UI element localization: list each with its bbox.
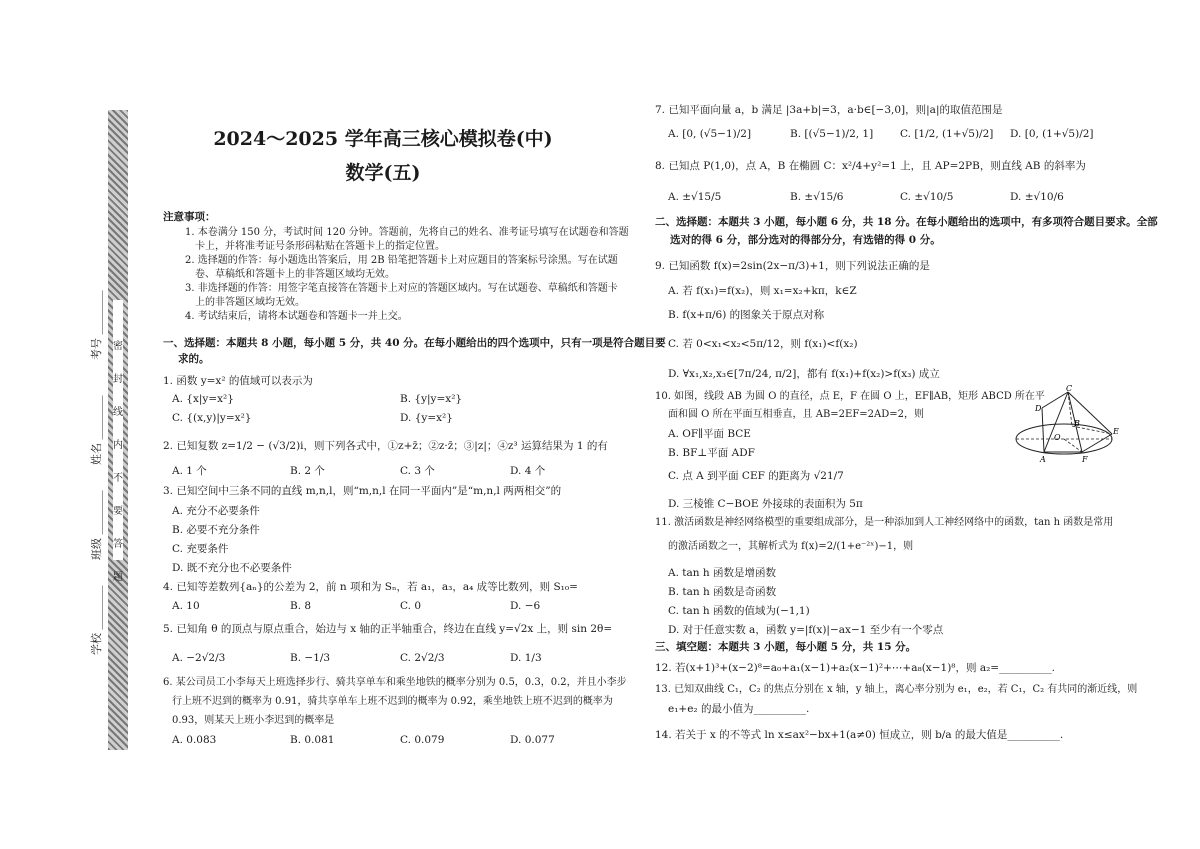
section3-heading: 三、填空题：本题共 3 小题，每小题 5 分，共 15 分。 bbox=[655, 641, 917, 653]
exam-title: 2024～2025 学年高三核心模拟卷(中) bbox=[213, 128, 553, 150]
q6-stem-1: 6. 某公司员工小李每天上班选择步行、骑共享单车和乘坐地铁的概率分别为 0.5，0.3，0.2，并且小李步 bbox=[163, 677, 627, 688]
q4-option-a: A. 10 bbox=[172, 600, 200, 612]
q1-option-a: A. {x|y=x²} bbox=[172, 393, 234, 405]
q9-option-b: B. f(x+π/6) 的图象关于原点对称 bbox=[668, 309, 825, 321]
name-label: 姓名 ________ bbox=[90, 395, 103, 465]
q10-stem-1: 10. 如图，线段 AB 为圆 O 的直径，点 E，F 在圆 O 上，EF∥AB，矩形 ABCD 所在平 bbox=[655, 391, 1045, 402]
q11-option-d: D. 对于任意实数 a，函数 y=|f(x)|−ax−1 至少有一个零点 bbox=[668, 624, 944, 636]
q11-option-a: A. tan h 函数是增函数 bbox=[668, 567, 776, 579]
notice-line: 2. 选择题的作答：每小题选出答案后，用 2B 铅笔把答题卡上对应题目的答案标号涂黑。写在试题 bbox=[185, 255, 618, 266]
fig-label-a: A bbox=[1040, 455, 1046, 464]
exam-number-label: 考号 ________ bbox=[90, 290, 103, 360]
q7-stem: 7. 已知平面向量 a，b 满足 |3a+b|=3，a·b∈[−3,0]，则|a|的取值范围是 bbox=[655, 104, 1003, 116]
q9-stem: 9. 已知函数 f(x)=2sin(2x−π/3)+1，则下列说法正确的是 bbox=[655, 260, 930, 272]
fig-label-b: B bbox=[1074, 419, 1080, 428]
q13-stem-2: e₁+e₂ 的最小值为__________. bbox=[668, 703, 810, 715]
q4-option-c: C. 0 bbox=[400, 600, 422, 612]
q5-option-c: C. 2√2/3 bbox=[400, 652, 445, 664]
notice-heading: 注意事项： bbox=[163, 211, 216, 223]
q8-option-d: D. ±√10/6 bbox=[1010, 191, 1064, 203]
notice-line: 卡上，并将准考证号条形码粘贴在答题卡上的指定位置。 bbox=[195, 241, 445, 252]
school-label: 学校 ________ bbox=[90, 585, 103, 655]
q4-option-d: D. −6 bbox=[510, 600, 541, 612]
section1-heading-cont: 求的。 bbox=[178, 353, 210, 365]
q6-option-b: B. 0.081 bbox=[290, 734, 335, 746]
fig-label-e: E bbox=[1113, 427, 1119, 436]
q11-stem-2: 的激活函数之一，其解析式为 f(x)=2/(1+e⁻²ˣ)−1，则 bbox=[668, 541, 914, 552]
q7-option-b: B. [(√5−1)/2, 1] bbox=[790, 128, 874, 140]
subject-title: 数学(五) bbox=[345, 162, 421, 184]
q12-stem: 12. 若(x+1)³+(x−2)⁸=a₀+a₁(x−1)+a₂(x−1)²+⋯+a₈(x−1)⁸，则 a₂=__________. bbox=[655, 662, 1055, 674]
notice-line: 3. 非选择题的作答：用签字笔直接答在答题卡上对应的答题区域内。写在试题卷、草稿纸和答题卡 bbox=[185, 283, 618, 294]
q9-option-d: D. ∀x₁,x₂,x₃∈[7π/24, π/2]，都有 f(x₁)+f(x₂)>f(x₃) 成立 bbox=[668, 368, 940, 380]
q6-option-c: C. 0.079 bbox=[400, 734, 445, 746]
q6-option-d: D. 0.077 bbox=[510, 734, 555, 746]
q8-option-c: C. ±√10/5 bbox=[900, 191, 954, 203]
fig-label-o: O bbox=[1054, 433, 1061, 442]
q1-option-b: B. {y|y=x²} bbox=[400, 393, 463, 405]
q8-stem: 8. 已知点 P(1,0)，点 A，B 在椭圆 C：x²/4+y²=1 上，且 AP=2PB，则直线 AB 的斜率为 bbox=[655, 160, 1086, 172]
q7-option-d: D. [0, (1+√5)/2] bbox=[1010, 128, 1094, 140]
q4-stem: 4. 已知等差数列{aₙ}的公差为 2，前 n 项和为 Sₙ，若 a₁，a₃，a₄ 成等比数列，则 S₁₀= bbox=[163, 581, 578, 593]
q10-option-a: A. OF∥平面 BCE bbox=[668, 428, 751, 440]
q2-option-a: A. 1 个 bbox=[172, 465, 207, 477]
q3-option-a: A. 充分不必要条件 bbox=[172, 505, 260, 517]
fig-label-f: F bbox=[1082, 455, 1088, 464]
q5-option-d: D. 1/3 bbox=[510, 652, 542, 664]
fig-label-c: C bbox=[1066, 384, 1073, 393]
q10-option-d: D. 三棱锥 C−BOE 外接球的表面积为 5π bbox=[668, 498, 863, 510]
q14-stem: 14. 若关于 x 的不等式 ln x≤ax²−bx+1(a≠0) 恒成立，则 b/a 的最大值是__________. bbox=[655, 729, 1064, 741]
q5-option-b: B. −1/3 bbox=[290, 652, 331, 664]
seal-line-text: 密 封 线 内 不 要 答 题 bbox=[113, 341, 123, 583]
notice-line: 上的非答题区域均无效。 bbox=[195, 297, 305, 308]
q10-option-c: C. 点 A 到平面 CEF 的距离为 √21/7 bbox=[668, 470, 844, 482]
q1-option-c: C. {(x,y)|y=x²} bbox=[172, 412, 252, 424]
notice-line: 卷、草稿纸和答题卡上的非答题区域均无效。 bbox=[195, 269, 395, 280]
q4-option-b: B. 8 bbox=[290, 600, 312, 612]
section2-heading: 二、选择题：本题共 3 小题，每小题 6 分，共 18 分。在每小题给出的选项中，有多项符合题目要求。全部 bbox=[655, 216, 1158, 228]
q3-option-c: C. 充要条件 bbox=[172, 543, 229, 555]
q11-option-c: C. tan h 函数的值域为(−1,1) bbox=[668, 605, 810, 617]
q11-option-b: B. tan h 函数是奇函数 bbox=[668, 586, 777, 598]
q2-stem: 2. 已知复数 z=1/2 − (√3/2)i，则下列各式中，①z+z̄；②z·z̄；③|z|；④z³ 运算结果为 1 的有 bbox=[163, 440, 608, 452]
section1-heading: 一、选择题：本题共 8 小题，每小题 5 分，共 40 分。在每小题给出的四个选项中，只有一项是符合题目要 bbox=[163, 337, 666, 349]
q3-option-b: B. 必要不充分条件 bbox=[172, 524, 260, 536]
q10-stem-2: 面和圆 O 所在平面互相垂直，且 AB=2EF=2AD=2，则 bbox=[668, 409, 925, 420]
q8-option-b: B. ±√15/6 bbox=[790, 191, 844, 203]
section2-heading-cont: 选对的得 6 分，部分选对的得部分分，有选错的得 0 分。 bbox=[670, 234, 941, 246]
q5-option-a: A. −2√2/3 bbox=[172, 652, 226, 664]
q8-option-a: A. ±√15/5 bbox=[668, 191, 722, 203]
q3-option-d: D. 既不充分也不必要条件 bbox=[172, 562, 292, 574]
q7-option-a: A. [0, (√5−1)/2] bbox=[668, 128, 752, 140]
q2-option-c: C. 3 个 bbox=[400, 465, 435, 477]
q1-option-d: D. {y=x²} bbox=[400, 412, 453, 424]
notice-line: 1. 本卷满分 150 分，考试时间 120 分钟。答题前，先将自己的姓名、准考证号填写在试题卷和答题 bbox=[185, 227, 629, 238]
q3-stem: 3. 已知空间中三条不同的直线 m,n,l，则“m,n,l 在同一平面内”是“m,n,l 两两相交”的 bbox=[163, 485, 562, 497]
notice-line: 4. 考试结束后，请将本试题卷和答题卡一并上交。 bbox=[185, 311, 408, 322]
q9-option-a: A. 若 f(x₁)=f(x₂)，则 x₁=x₂+kπ，k∈Z bbox=[668, 285, 857, 297]
q6-stem-3: 0.93，则某天上班小李迟到的概率是 bbox=[172, 715, 335, 726]
q7-option-c: C. [1/2, (1+√5)/2] bbox=[900, 128, 994, 140]
class-label: 班级 ________ bbox=[90, 490, 103, 560]
q6-option-a: A. 0.083 bbox=[172, 734, 217, 746]
q6-stem-2: 行上班不迟到的概率为 0.91，骑共享单车上班不迟到的概率为 0.92，乘坐地铁上班不迟到的概率为 bbox=[172, 696, 613, 707]
fig-label-d: D bbox=[1035, 404, 1042, 413]
q13-stem-1: 13. 已知双曲线 C₁，C₂ 的焦点分别在 x 轴，y 轴上，离心率分别为 e₁，e₂，若 C₁，C₂ 有共同的渐近线，则 bbox=[655, 684, 1138, 695]
q11-stem-1: 11. 激活函数是神经网络模型的重要组成部分，是一种添加到人工神经网络中的函数，tan h 函数是常用 bbox=[655, 517, 1114, 528]
q2-option-b: B. 2 个 bbox=[290, 465, 325, 477]
q10-option-b: B. BF⊥平面 ADF bbox=[668, 447, 755, 459]
q2-option-d: D. 4 个 bbox=[510, 465, 546, 477]
q1-stem: 1. 函数 y=x² 的值域可以表示为 bbox=[163, 375, 313, 387]
q10-geometry-figure bbox=[1010, 384, 1120, 468]
q5-stem: 5. 已知角 θ 的顶点与原点重合，始边与 x 轴的正半轴重合，终边在直线 y=√2x 上，则 sin 2θ= bbox=[163, 623, 613, 635]
q9-option-c: C. 若 0<x₁<x₂<5π/12，则 f(x₁)<f(x₂) bbox=[668, 338, 858, 350]
